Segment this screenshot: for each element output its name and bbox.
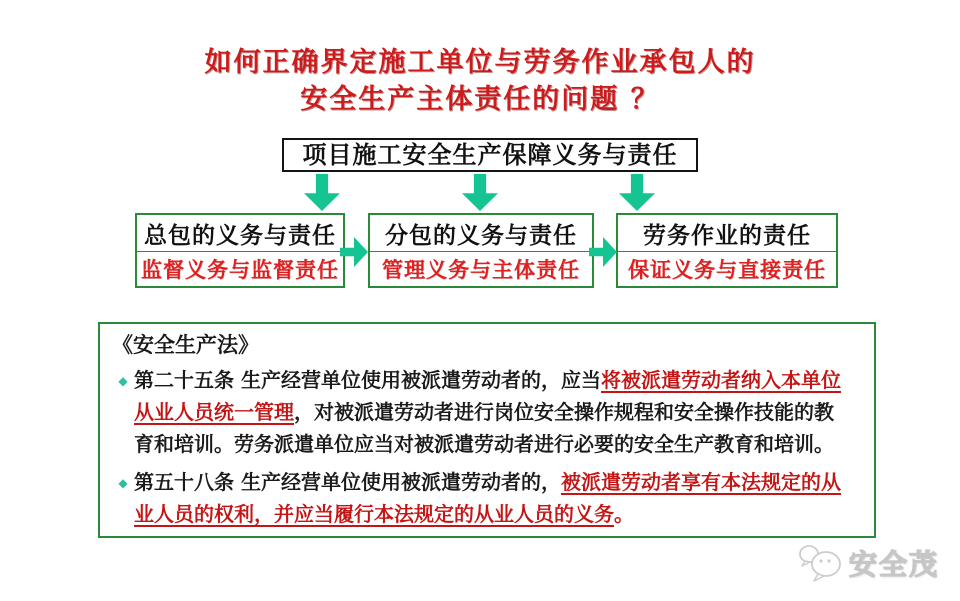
diamond-bullet-icon: ◆ [118, 476, 128, 490]
law-text-red-underline: 被派遣劳动者享有本法规定的从 [560, 470, 841, 494]
duty-box-subtitle: 监督义务与监督责任 [141, 258, 339, 282]
law-text-red-underline: 从业人员统一管理 [134, 400, 294, 424]
diamond-bullet-icon: ◆ [118, 374, 128, 388]
law-text-black: 第二十五条 生产经营单位使用被派遣劳动者的，应当 [134, 368, 601, 392]
law-article-25-text [134, 364, 864, 460]
law-title: 《安全生产法》 [112, 333, 259, 357]
duty-box-labor-service [616, 213, 838, 288]
title-line-1: 如何正确界定施工单位与劳务作业承包人的 [204, 47, 756, 78]
duty-box-subtitle: 管理义务与主体责任 [382, 258, 580, 282]
law-article-58-text [134, 466, 864, 530]
law-text-red-underline: 将被派遣劳动者纳入本单位 [600, 368, 841, 392]
law-line [134, 428, 864, 460]
law-line [134, 498, 864, 530]
down-arrow-icon [304, 174, 340, 211]
law-text-black: ，对被派遣劳动者进行岗位安全操作规程和安全操作技能的教 [294, 400, 834, 424]
law-text-black: 育和培训。劳务派遣单位应当对被派遣劳动者进行必要的安全生产教育和培训。 [134, 432, 834, 456]
law-text-red: 。 [614, 502, 634, 526]
law-line [134, 364, 864, 396]
law-article-58 [112, 466, 864, 530]
law-article-25 [112, 364, 864, 460]
law-line [134, 396, 864, 428]
watermark-text: 安全茂 [849, 548, 940, 581]
duty-box-title: 总包的义务与责任 [137, 215, 343, 252]
down-arrow-icon [462, 174, 498, 211]
law-text-red-underline: 业人员的权利，并应当履行本法规定的从业人员的义务 [134, 502, 614, 526]
title-line-2: 安全生产主体责任的问题 ？ [300, 84, 660, 115]
duty-box-title: 分包的义务与责任 [370, 215, 592, 252]
page-title [0, 44, 960, 118]
law-text-black: 第五十八条 生产经营单位使用被派遣劳动者的， [134, 470, 561, 494]
duty-box-general-contractor [135, 213, 345, 288]
duty-box-subtitle: 保证义务与直接责任 [628, 258, 826, 282]
wechat-icon [798, 543, 844, 583]
duty-box-title: 劳务作业的责任 [618, 215, 836, 252]
down-arrow-icon [619, 174, 655, 211]
watermark [798, 543, 939, 583]
duty-box-subcontractor [368, 213, 594, 288]
flow-top-box: 项目施工安全生产保障义务与责任 [282, 138, 698, 172]
law-line [134, 466, 864, 498]
law-excerpt-box [98, 322, 876, 538]
